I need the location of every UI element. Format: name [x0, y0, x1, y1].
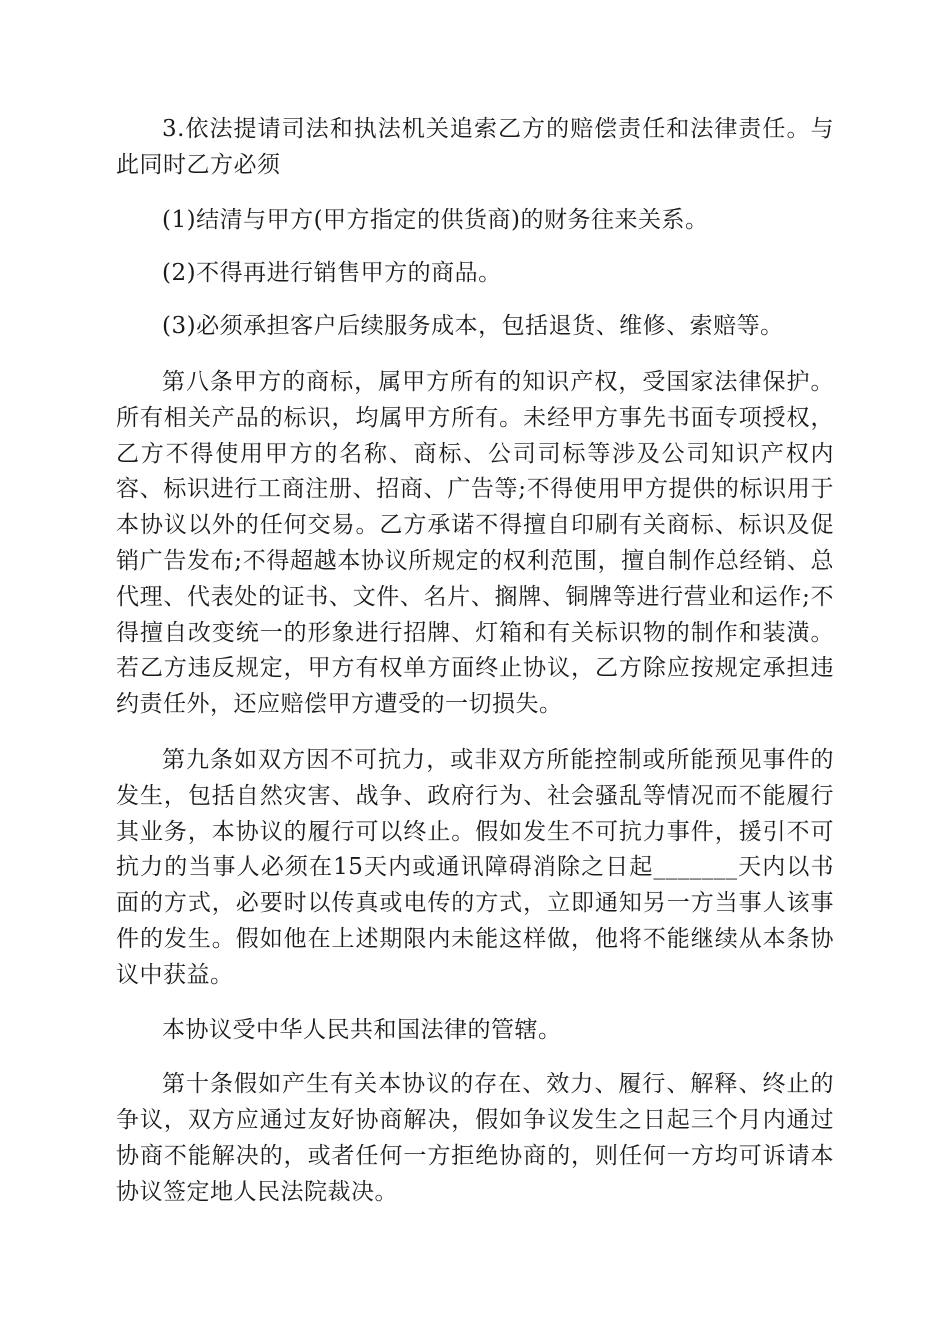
paragraph-remedy-3: 3.依法提请司法和执法机关追索乙方的赔偿责任和法律责任。与此同时乙方必须: [116, 116, 834, 178]
paragraph-article-9: 第九条如双方因不可抗力，或非双方所能控制或所能预见事件的发生，包括自然灾害、战争、政府行为、社会骚乱等情况而不能履行其业务，本协议的履行可以终止。假如发生不可抗力事件，援引不可抗力的当事人必须在15天内或通讯障碍消除之日起_______天内以书面的方式，必要时以传真或电传的方式，立即通知另一方当事人该事件的发生。假如他在上述期限内未能这样做，他将不能继续从本条协议中获益。: [116, 746, 834, 988]
paragraph-article-10: 第十条假如产生有关本协议的存在、效力、履行、解释、终止的争议，双方应通过友好协商解决，假如争议发生之日起三个月内通过协商不能解决的，或者任何一方拒绝协商的，则任何一方均可诉请本协议签定地人民法院裁决。: [116, 1071, 834, 1205]
paragraph-item-2: (2)不得再进行销售甲方的商品。: [162, 260, 502, 287]
document-page: [116, 112, 834, 1211]
paragraph-item-3: (3)必须承担客户后续服务成本，包括退货、维修、索赔等。: [162, 313, 784, 340]
paragraph-governing-law: 本协议受中华人民共和国法律的管辖。: [162, 1016, 562, 1043]
paragraph-article-8: 第八条甲方的商标，属甲方所有的知识产权，受国家法律保护。所有相关产品的标识，均属甲方所有。未经甲方事先书面专项授权，乙方不得使用甲方的名称、商标、公司司标等涉及公司知识产权内容、标识进行工商注册、招商、广告等;不得使用甲方提供的标识用于本协议以外的任何交易。乙方承诺不得擅自印刷有关商标、标识及促销广告发布;不得超越本协议所规定的权利范围，擅自制作总经销、总代理、代表处的证书、文件、名片、搁牌、铜牌等进行营业和运作;不得擅自改变统一的形象进行招牌、灯箱和有关标识物的制作和装潢。若乙方违反规定，甲方有权单方面终止协议，乙方除应按规定承担违约责任外，还应赔偿甲方遭受的一切损失。: [116, 368, 834, 718]
paragraph-item-1: (1)结清与甲方(甲方指定的供货商)的财务往来关系。: [162, 206, 709, 233]
